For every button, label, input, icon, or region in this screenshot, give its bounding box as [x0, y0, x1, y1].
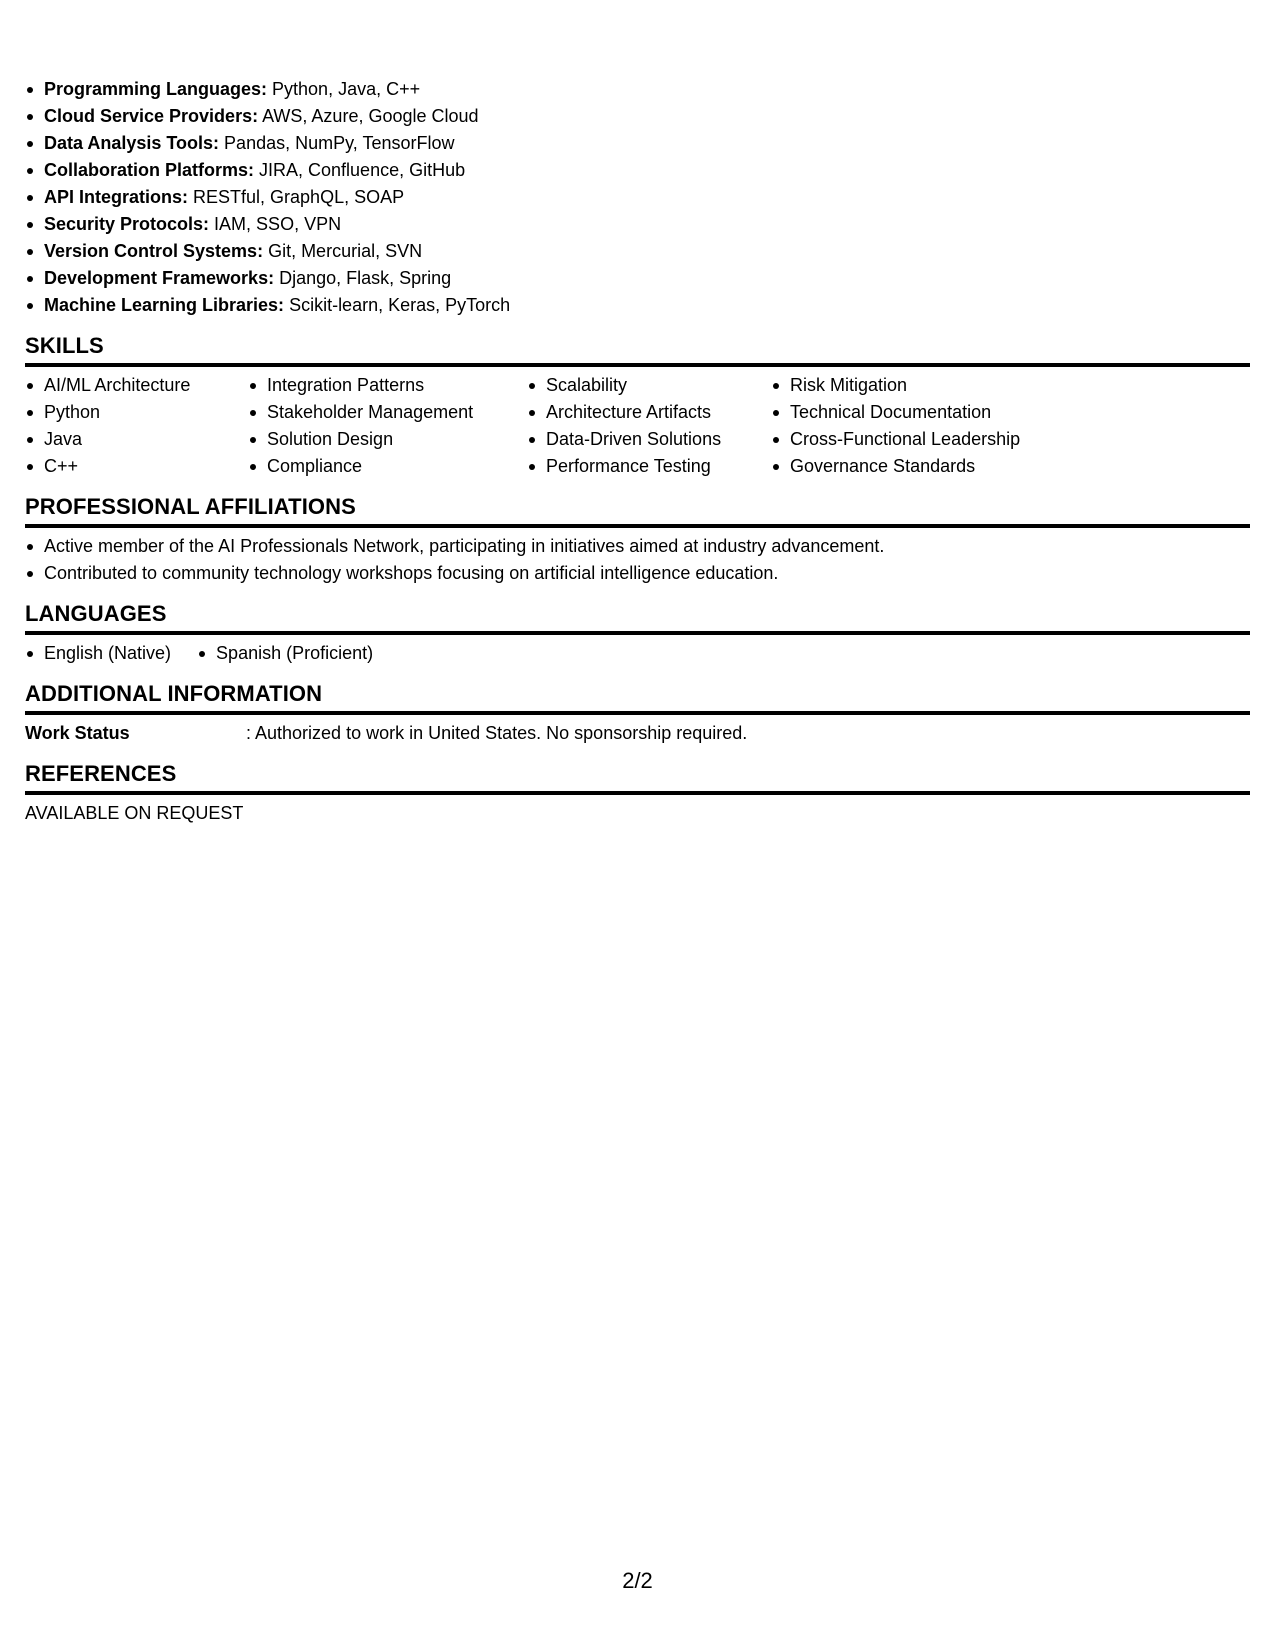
list-item	[44, 103, 1250, 130]
list-item-value: Pandas, NumPy, TensorFlow	[219, 133, 455, 153]
skills-column	[771, 372, 1090, 480]
list-item-label: Security Protocols:	[44, 214, 210, 234]
skill-item: Risk Mitigation	[790, 372, 1090, 399]
page-number: 2/2	[622, 1568, 653, 1593]
section-title: REFERENCES	[25, 761, 177, 786]
list-item-label: Cloud Service Providers:	[44, 106, 259, 126]
section-title: ADDITIONAL INFORMATION	[25, 681, 323, 706]
list-item-value: IAM, SSO, VPN	[209, 214, 342, 234]
list-item-value: Git, Mercurial, SVN	[263, 241, 423, 261]
list-item-label: Machine Learning Libraries:	[44, 295, 285, 315]
list-item-value: JIRA, Confluence, GitHub	[254, 160, 466, 180]
languages-section	[25, 601, 1250, 667]
skill-item: Performance Testing	[546, 453, 771, 480]
skills-grid	[25, 372, 1250, 480]
skill-item: Governance Standards	[790, 453, 1090, 480]
list-item-value: Python, Java, C++	[267, 79, 421, 99]
list-item-label: Programming Languages:	[44, 79, 268, 99]
list-item	[44, 130, 1250, 157]
list-item	[44, 292, 1250, 319]
affiliation-item: Active member of the AI Professionals Network, participating in initiatives aimed at industry advancement.	[44, 533, 1250, 560]
list-item-label: Version Control Systems:	[44, 241, 264, 261]
skill-item: Data-Driven Solutions	[546, 426, 771, 453]
list-item	[44, 265, 1250, 292]
work-status-row	[25, 720, 1250, 747]
section-divider	[25, 363, 1250, 367]
work-status-label: Work Status	[25, 723, 130, 743]
additional-info-section	[25, 681, 1250, 747]
references-section	[25, 761, 1250, 827]
list-item	[44, 211, 1250, 238]
list-item	[44, 157, 1250, 184]
section-divider	[25, 524, 1250, 528]
list-item-label: Development Frameworks:	[44, 268, 275, 288]
section-title: PROFESSIONAL AFFILIATIONS	[25, 494, 356, 519]
skills-section	[25, 333, 1250, 480]
list-item-value: RESTful, GraphQL, SOAP	[188, 187, 405, 207]
skill-item: Technical Documentation	[790, 399, 1090, 426]
affiliations-section	[25, 494, 1250, 587]
list-item-label: Data Analysis Tools:	[44, 133, 220, 153]
skill-item: Compliance	[267, 453, 527, 480]
list-item-value: Scikit-learn, Keras, PyTorch	[284, 295, 511, 315]
references-text: AVAILABLE ON REQUEST	[25, 803, 244, 823]
affiliation-item: Contributed to community technology workshops focusing on artificial intelligence education.	[44, 560, 1250, 587]
skill-item: AI/ML Architecture	[44, 372, 248, 399]
language-item: English (Native)	[44, 640, 171, 667]
skills-column	[527, 372, 771, 480]
skills-column	[248, 372, 527, 480]
skill-item: C++	[44, 453, 248, 480]
skill-item: Cross-Functional Leadership	[790, 426, 1090, 453]
list-item-value: AWS, Azure, Google Cloud	[258, 106, 479, 126]
skill-item: Architecture Artifacts	[546, 399, 771, 426]
resume-page	[25, 76, 1250, 827]
technical-proficiencies-list	[25, 76, 1250, 319]
skill-item: Python	[44, 399, 248, 426]
section-title: SKILLS	[25, 333, 104, 358]
section-title: LANGUAGES	[25, 601, 167, 626]
list-item	[44, 76, 1250, 103]
list-item	[44, 184, 1250, 211]
skill-item: Stakeholder Management	[267, 399, 527, 426]
section-divider	[25, 791, 1250, 795]
skill-item: Scalability	[546, 372, 771, 399]
languages-list	[25, 640, 1250, 667]
list-item-label: Collaboration Platforms:	[44, 160, 255, 180]
list-item-value: Django, Flask, Spring	[274, 268, 452, 288]
work-status-value: : Authorized to work in United States. No sponsorship required.	[246, 723, 748, 743]
affiliations-list	[25, 533, 1250, 587]
section-divider	[25, 711, 1250, 715]
skill-item: Solution Design	[267, 426, 527, 453]
language-item: Spanish (Proficient)	[216, 640, 373, 667]
list-item	[44, 238, 1250, 265]
skills-column	[25, 372, 248, 480]
skill-item: Java	[44, 426, 248, 453]
skill-item: Integration Patterns	[267, 372, 527, 399]
list-item-label: API Integrations:	[44, 187, 189, 207]
section-divider	[25, 631, 1250, 635]
